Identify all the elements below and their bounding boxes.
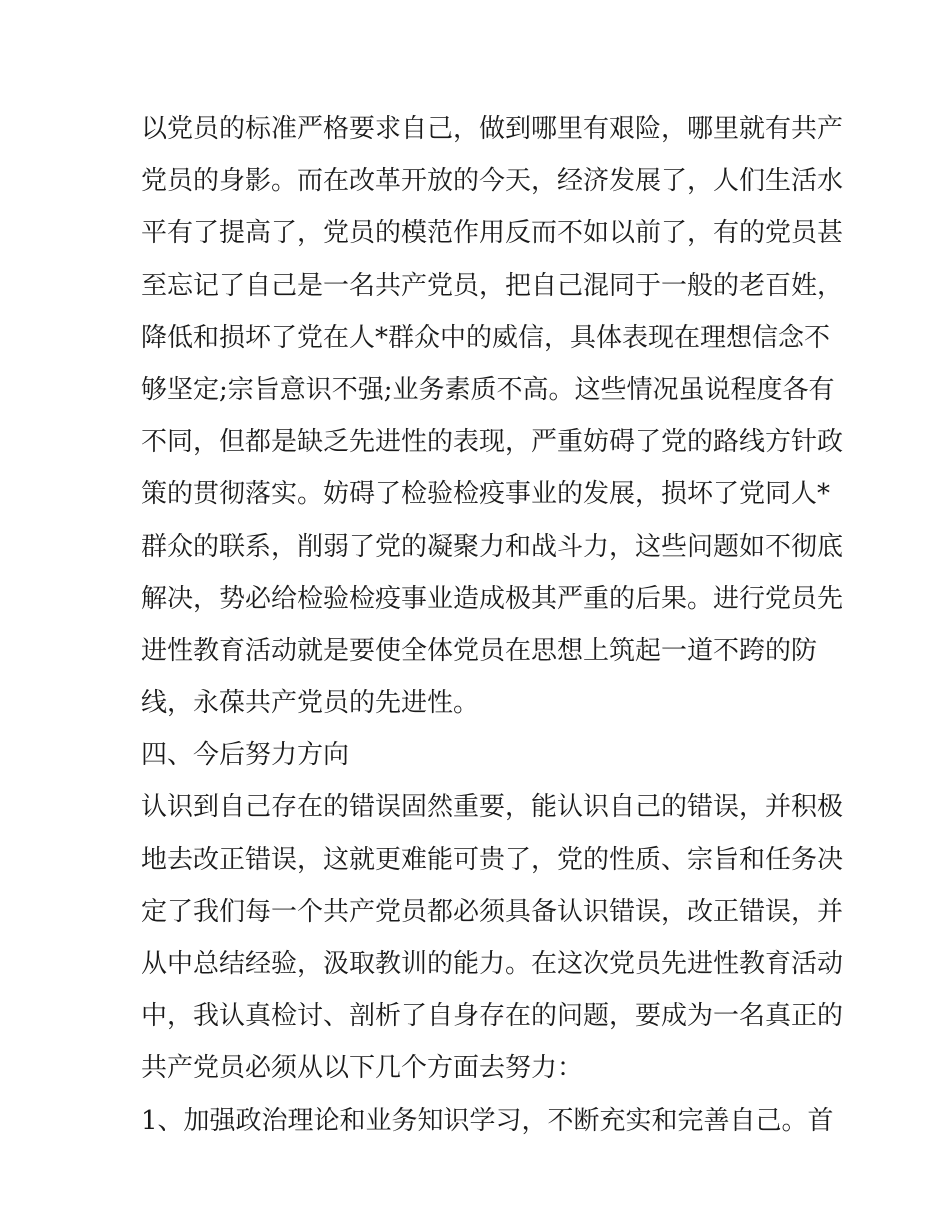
text-line: 党员的身影。而在改革开放的今天，经济发展了，人们生活水 [141,166,844,197]
text-line: 不同，但都是缺乏先进性的表现，严重妨碍了党的路线方针政 [141,427,844,458]
text-line: 共产党员必须从以下几个方面去努力： [141,1053,584,1084]
text-line: 中，我认真检讨、剖析了自身存在的问题，要成为一名真正的 [141,1001,844,1032]
text-line: 认识到自己存在的错误固然重要，能认识自己的错误，并积极 [141,792,844,823]
text-line: 群众的联系，削弱了党的凝聚力和战斗力，这些问题如不彻底 [141,531,844,562]
body-text [141,103,844,1147]
text-line: 进性教育活动就是要使全体党员在思想上筑起一道不跨的防 [141,635,818,666]
text-line: 解决，势必给检验检疫事业造成极其严重的后果。进行党员先 [141,583,844,614]
text-line: 地去改正错误，这就更难能可贵了，党的性质、宗旨和任务决 [141,844,844,875]
text-line: 降低和损坏了党在人*群众中的威信，具体表现在理想信念不 [141,322,831,353]
text-line: 策的贯彻落实。妨碍了检验检疫事业的发展，损坏了党同人* [141,479,831,510]
text-line: 至忘记了自己是一名共产党员，把自己混同于一般的老百姓， [141,270,844,301]
text-line: 以党员的标准严格要求自己，做到哪里有艰险，哪里就有共产 [141,114,844,144]
text-line: 平有了提高了，党员的模范作用反而不如以前了，有的党员甚 [141,218,844,249]
text-line: 从中总结经验，汲取教训的能力。在这次党员先进性教育活动 [141,949,844,979]
text-line: 够坚定;宗旨意识不强;业务素质不高。这些情况虽说程度各有 [141,374,835,405]
list-item-1: 1、加强政治理论和业务知识学习，不断充实和完善自己。首 [141,1105,834,1136]
text-line: 线，永葆共产党员的先进性。 [141,688,480,719]
section-heading: 四、今后努力方向 [141,740,350,771]
text-line: 定了我们每一个共产党员都必须具备认识错误，改正错误，并 [141,896,844,927]
